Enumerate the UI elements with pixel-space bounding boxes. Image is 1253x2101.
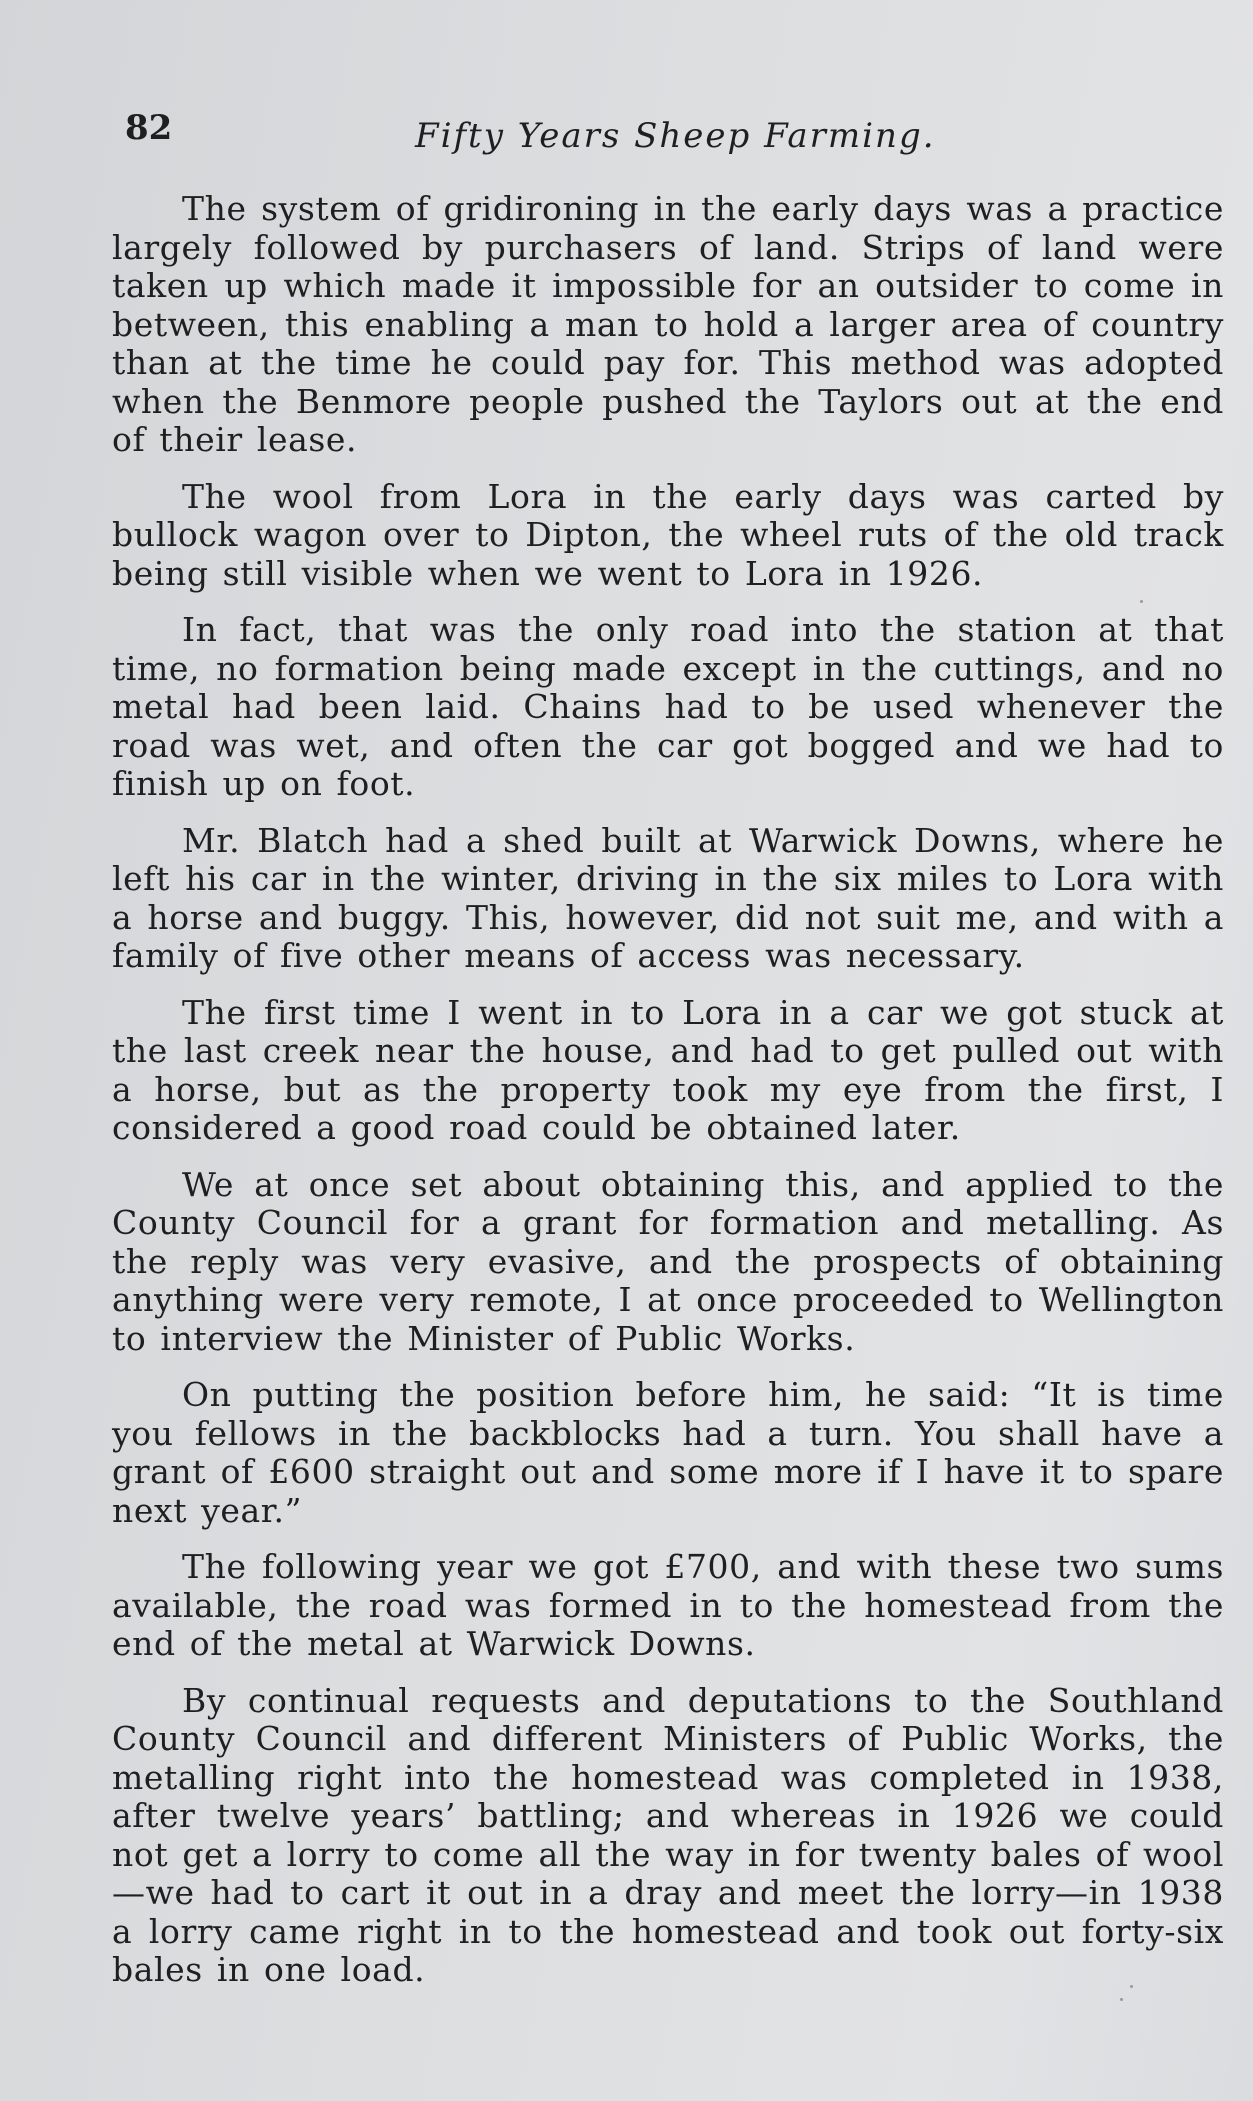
paragraph-gridironing: The system of gridironing in the early days was a practice largely followed by purchasers of land. Strips of land were taken up which made it impossible for an outsider to come in between, this enabling a man to hold a larger area of country than at the time he could pay for. This method was adopted when the Benmore people pushed the Taylors out at the end of their lease. (112, 189, 1224, 459)
paragraph-first-trip: The first time I went in to Lora in a car we got stuck at the last creek near the house, and had to get pulled out with a horse, but as the property took my eye from the first, I considered a good road could be obtained later. (112, 992, 1224, 1147)
paper-speck (1140, 600, 1143, 603)
paper-speck (1120, 1998, 1123, 2001)
paragraph-following-year: The following year we got £700, and with these two sums available, the road was formed in to the homestead from the end of the metal at Warwick Downs. (112, 1547, 1224, 1663)
paragraph-county-council: We at once set about obtaining this, and applied to the County Council for a grant for formation and metalling. As the reply was very evasive, and the prospects of obtaining anything were very remote, I at once proceeded to Wellington to interview the Minister of Public Works. (112, 1164, 1224, 1358)
paragraph-metalling-completed: By continual requests and deputations to the Southland County Council and different Ministers of Public Works, the metalling right into the homestead was completed in 1938, after twelve years’ battling; and whereas in 1926 we could not get a lorry to come all the way in for twenty bales of wool—we had to cart it out in a dray and meet the lorry—in 1938 a lorry came right in to the homestead and took out forty-six bales in one load. (112, 1680, 1224, 1989)
page-header (125, 108, 985, 168)
paragraph-warwick-downs-shed: Mr. Blatch had a shed built at Warwick Downs, where he left his car in the winter, driving in the six miles to Lora with a horse and buggy. This, however, did not suit me, and with a family of five other means of access was necessary. (112, 820, 1224, 975)
running-title: Fifty Years Sheep Farming. (415, 116, 936, 156)
paper-speck (1130, 1985, 1133, 1988)
paragraph-minister-quote: On putting the position before him, he said: “It is time you fellows in the backblocks had a turn. You shall have a grant of £600 straight out and some more if I have it to spare next year.” (112, 1375, 1224, 1530)
paragraph-wool-cartage: The wool from Lora in the early days was carted by bullock wagon over to Dipton, the wheel ruts of the old track being still visible when we went to Lora in 1926. (112, 476, 1224, 593)
paragraph-only-road: In fact, that was the only road into the station at that time, no formation being made except in the cuttings, and no metal had been laid. Chains had to be used whenever the road was wet, and often the car got bogged and we had to finish up on foot. (112, 610, 1224, 803)
body-text (112, 190, 1224, 2008)
page-number: 82 (125, 108, 173, 148)
